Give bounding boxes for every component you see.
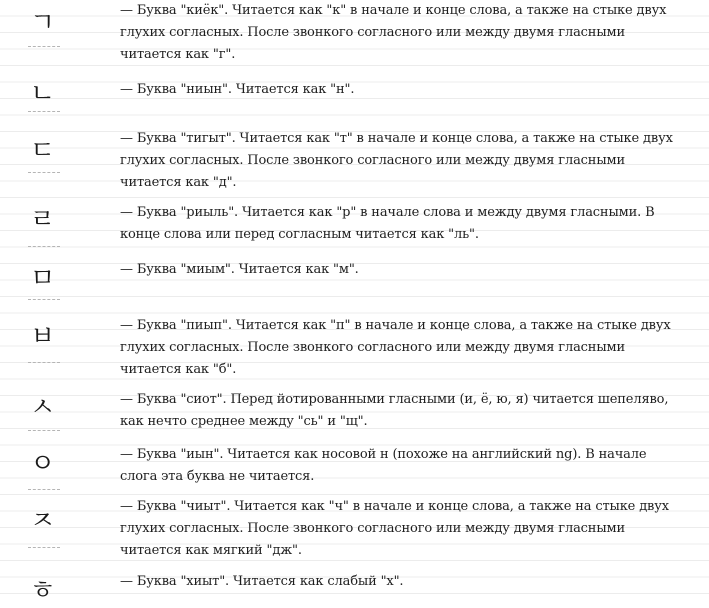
description-ieung (120, 444, 704, 488)
description-line: глухих согласных. После звонкого согласного или между двумя гласными (120, 153, 625, 168)
description-tikeut (120, 128, 704, 194)
letter-divider (28, 547, 60, 548)
description-line: — Буква "ниын". Читается как "н". (120, 82, 355, 97)
letter-divider (28, 111, 60, 112)
letter-divider (28, 172, 60, 173)
description-hieut (120, 571, 704, 593)
description-rieul (120, 202, 704, 246)
description-line: глухих согласных. После звонкого согласного или между двумя гласными (120, 521, 625, 536)
letter-siot: ㅅ (29, 393, 56, 423)
description-nieun (120, 79, 704, 101)
description-line: как нечто среднее между "сь" и "щ". (120, 414, 368, 429)
letter-divider (28, 46, 60, 47)
letter-ieung: ㅇ (29, 449, 56, 479)
description-jieut (120, 496, 704, 562)
letter-divider (28, 430, 60, 431)
letter-divider (28, 362, 60, 363)
description-line: — Буква "киёк". Читается как "к" в начале и конце слова, а также на стыке двух (120, 3, 667, 18)
letter-kiyeok: ㄱ (29, 8, 56, 38)
letter-nieun: ㄴ (29, 79, 56, 109)
letter-rieul: ㄹ (29, 205, 56, 235)
description-line: — Буква "пиып". Читается как "п" в начале и конце слова, а также на стыке двух (120, 318, 671, 333)
description-line: слога эта буква не читается. (120, 469, 315, 484)
description-line: глухих согласных. После звонкого согласного или между двумя гласными (120, 25, 625, 40)
description-line: глухих согласных. После звонкого согласного или между двумя гласными (120, 340, 625, 355)
description-line: — Буква "хиыт". Читается как слабый "х". (120, 574, 404, 589)
letter-divider (28, 246, 60, 247)
letter-tikeut: ㄷ (29, 136, 56, 166)
description-pieup (120, 315, 704, 381)
letter-hieut: ㅎ (29, 576, 56, 606)
letter-divider (28, 299, 60, 300)
letter-divider (28, 489, 60, 490)
description-line: — Буква "миым". Читается как "м". (120, 262, 359, 277)
description-line: — Буква "сиот". Перед йотированными гласными (и, ё, ю, я) читается шепеляво, (120, 392, 669, 407)
description-line: читается как "д". (120, 175, 237, 190)
description-line: — Буква "тигыт". Читается как "т" в начале и конце слова, а также на стыке двух (120, 131, 673, 146)
description-line: — Буква "чиыт". Читается как "ч" в начале и конце слова, а также на стыке двух (120, 499, 669, 514)
description-mieum (120, 259, 704, 281)
description-siot (120, 389, 704, 433)
letter-pieup: ㅂ (29, 322, 56, 352)
letter-mieum: ㅁ (29, 264, 56, 294)
letter-jieut: ㅈ (29, 506, 56, 536)
description-line: читается как мягкий "дж". (120, 543, 302, 558)
description-line: конце слова или перед согласным читается как "ль". (120, 227, 479, 242)
description-line: — Буква "риыль". Читается как "р" в начале слова и между двумя гласными. В (120, 205, 655, 220)
description-line: читается как "б". (120, 362, 237, 377)
description-line: читается как "г". (120, 47, 236, 62)
description-kiyeok (120, 0, 704, 66)
description-line: — Буква "иын". Читается как носовой н (похоже на английский ng). В начале (120, 447, 647, 462)
